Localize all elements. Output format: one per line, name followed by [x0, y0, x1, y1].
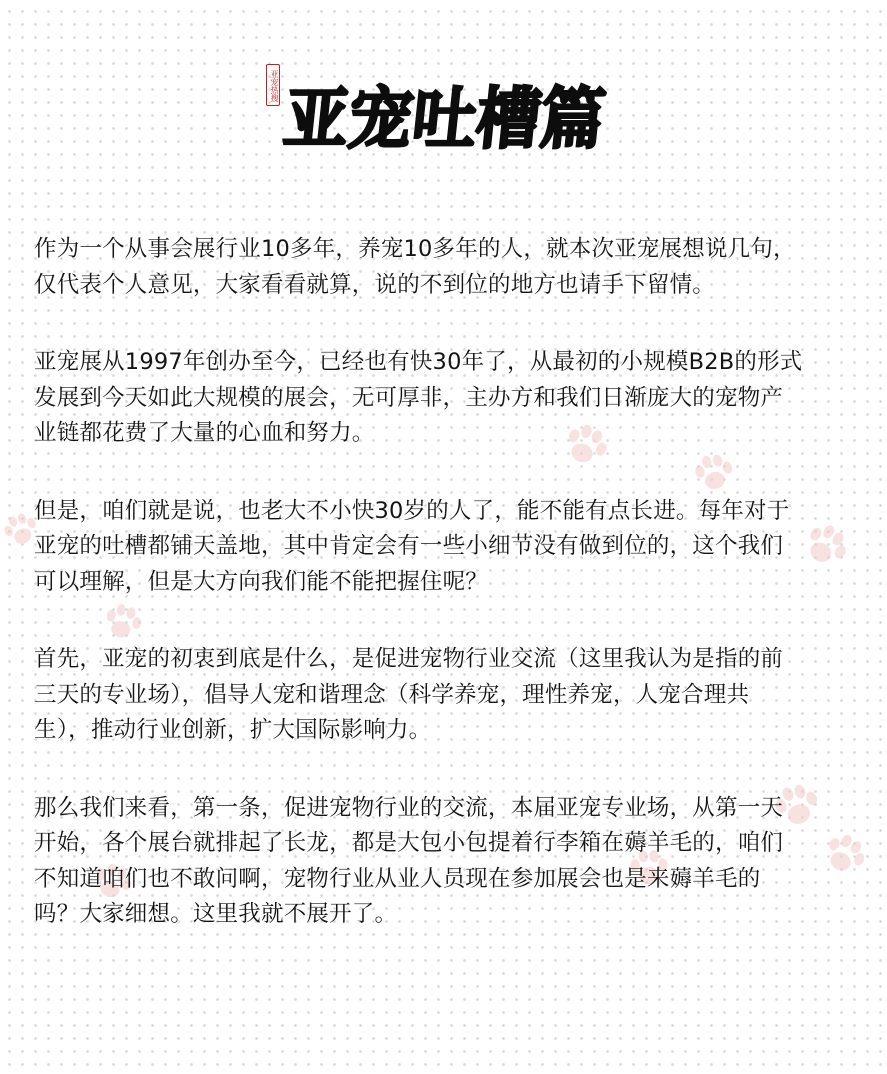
paragraph-1	[34, 232, 854, 303]
page-title: 亚宠吐槽篇	[280, 81, 609, 159]
seal-stamp: 亚宠热搜	[266, 64, 280, 106]
paragraph-5	[34, 791, 854, 933]
text-line: 不知道咱们也不敢问啊，宠物行业从业人员现在参加展会也是来薅羊毛的	[34, 865, 761, 892]
text-line: 亚宠的吐槽都铺天盖地，其中肯定会有一些小细节没有做到位的，这个我们	[34, 533, 784, 559]
text-line: 可以理解，但是大方向我们能不能把握住呢？	[34, 568, 489, 595]
text-line: 但是，咱们就是说，也老大不小快30岁的人了，能不能有点长进。每年对于	[34, 497, 790, 524]
text-line: 三天的专业场），倡导人宠和谐理念（科学养宠，理性养宠，人宠合理共	[34, 681, 750, 708]
text-line: 作为一个从事会展行业10多年，养宠10多年的人，就本次亚宠展想说几句，	[34, 236, 796, 262]
text-line: 首先，亚宠的初衷到底是什么，是促进宠物行业交流（这里我认为是指的前	[34, 646, 784, 672]
text-line: 发展到今天如此大规模的展会，无可厚非，主办方和我们日渐庞大的宠物产	[34, 384, 784, 411]
article-body	[34, 232, 854, 975]
text-line: 开始，各个展台就排起了长龙，都是大包小包提着行李箱在薅羊毛的，咱们	[34, 830, 784, 856]
paragraph-2	[34, 345, 854, 452]
text-line: 那么我们来看，第一条，促进宠物行业的交流，本届亚宠专业场，从第一天	[34, 794, 784, 821]
text-line: 仅代表个人意见，大家看看就算，说的不到位的地方也请手下留情。	[34, 271, 716, 298]
title-block	[262, 56, 622, 186]
text-line: 吗？大家细想。这里我就不展开了。	[34, 901, 398, 927]
paragraph-4	[34, 642, 854, 749]
text-line: 亚宠展从1997年创办至今，已经也有快30年了，从最初的小规模B2B的形式	[34, 349, 803, 375]
text-line: 业链都花费了大量的心血和努力。	[34, 420, 375, 446]
text-line: 生），推动行业创新，扩大国际影响力。	[34, 717, 432, 743]
paragraph-3	[34, 494, 854, 601]
